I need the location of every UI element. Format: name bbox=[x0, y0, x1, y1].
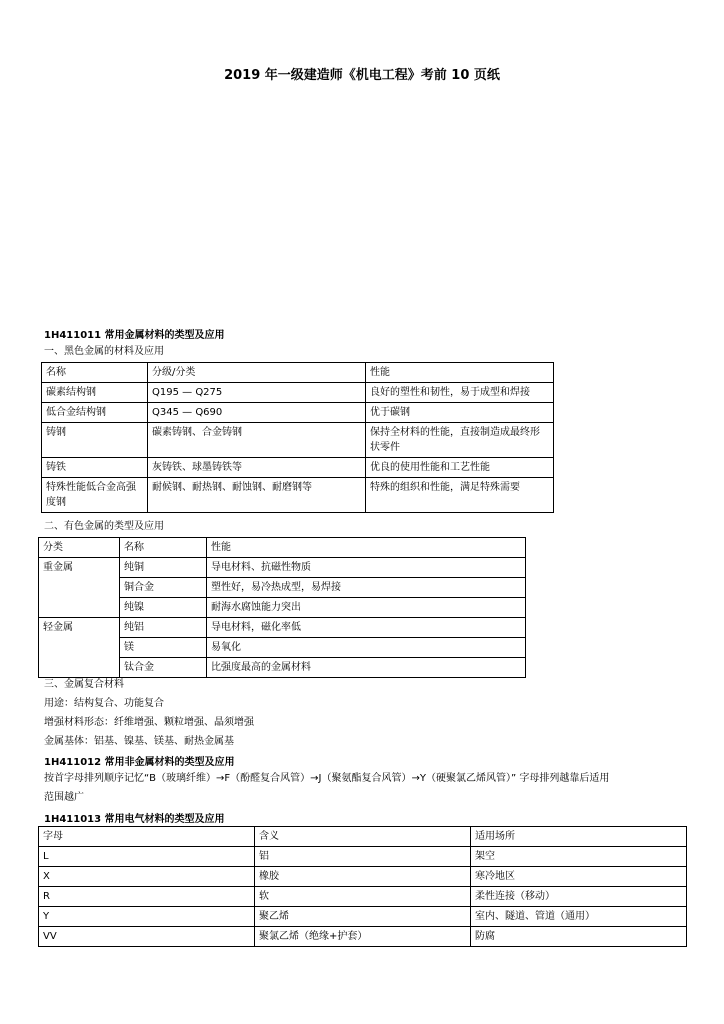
table-cell: 比强度最高的金属材料 bbox=[207, 658, 526, 678]
table-cell: 聚乙烯 bbox=[255, 907, 471, 927]
electrical-materials-table bbox=[38, 826, 687, 947]
table-cell: 柔性连接（移动） bbox=[471, 887, 687, 907]
table-cell: Q195 — Q275 bbox=[148, 383, 366, 403]
section-heading-electrical: 1H411013 常用电气材料的类型及应用 bbox=[44, 814, 225, 825]
table-cell: 良好的塑性和韧性，易于成型和焊接 bbox=[366, 383, 554, 403]
table-row bbox=[39, 558, 526, 578]
table-cell: 寒冷地区 bbox=[471, 867, 687, 887]
table-cell: X bbox=[39, 867, 255, 887]
table-header-row bbox=[39, 827, 687, 847]
table-row bbox=[42, 423, 554, 458]
composite-reinforcement: 增强材料形态：纤维增强、颗粒增强、晶须增强 bbox=[44, 717, 254, 728]
table-cell: 纯铜 bbox=[120, 558, 207, 578]
subheading-ferrous: 一、黑色金属的材料及应用 bbox=[44, 346, 164, 357]
table-cell: 易氧化 bbox=[207, 638, 526, 658]
composite-matrix: 金属基体：铝基、镍基、镁基、耐热金属基 bbox=[44, 736, 234, 747]
header-cell: 分类 bbox=[39, 538, 120, 558]
table-header-row bbox=[42, 363, 554, 383]
table-cell: 室内、隧道、管道（通用） bbox=[471, 907, 687, 927]
header-cell: 适用场所 bbox=[471, 827, 687, 847]
table-cell: 导电材料、抗磁性物质 bbox=[207, 558, 526, 578]
header-cell: 含义 bbox=[255, 827, 471, 847]
table-cell: 聚氯乙烯（绝缘+护套） bbox=[255, 927, 471, 947]
table-cell: L bbox=[39, 847, 255, 867]
table-cell: 钛合金 bbox=[120, 658, 207, 678]
table-cell: 铸钢 bbox=[42, 423, 148, 458]
group-cell-heavy: 重金属 bbox=[39, 558, 120, 618]
nonmetal-mnemonic: 按首字母排列顺序记忆“B（玻璃纤维）→F（酚醛复合风管）→J（聚氨酯复合风管）→Y（硬聚氯乙烯风管）” 字母排列越靠后适用 bbox=[44, 773, 610, 784]
table-cell: 特殊性能低合金高强度钢 bbox=[42, 478, 148, 513]
table-row bbox=[42, 403, 554, 423]
table-row bbox=[39, 867, 687, 887]
table-row bbox=[42, 478, 554, 513]
table-cell: 镁 bbox=[120, 638, 207, 658]
table-cell: 特殊的组织和性能，满足特殊需要 bbox=[366, 478, 554, 513]
composite-usage: 用途：结构复合、功能复合 bbox=[44, 698, 164, 709]
table-cell: 橡胶 bbox=[255, 867, 471, 887]
table-cell: 铜合金 bbox=[120, 578, 207, 598]
table-cell: 架空 bbox=[471, 847, 687, 867]
table-row bbox=[42, 383, 554, 403]
table-cell: 耐候钢、耐热钢、耐蚀钢、耐磨钢等 bbox=[148, 478, 366, 513]
table-cell: 优良的使用性能和工艺性能 bbox=[366, 458, 554, 478]
table-row bbox=[42, 458, 554, 478]
table-row bbox=[39, 927, 687, 947]
table-cell: 纯镍 bbox=[120, 598, 207, 618]
table-cell: Q345 — Q690 bbox=[148, 403, 366, 423]
table-cell: 碳素铸钢、合金铸钢 bbox=[148, 423, 366, 458]
nonferrous-metals-table bbox=[38, 537, 526, 678]
table-header-row bbox=[39, 538, 526, 558]
table-row bbox=[39, 887, 687, 907]
ferrous-metals-table bbox=[41, 362, 554, 513]
section-heading-metals: 1H411011 常用金属材料的类型及应用 bbox=[44, 330, 225, 341]
table-cell: 塑性好，易冷热成型，易焊接 bbox=[207, 578, 526, 598]
subheading-nonferrous: 二、有色金属的类型及应用 bbox=[44, 521, 164, 532]
table-cell: 碳素结构钢 bbox=[42, 383, 148, 403]
header-cell: 名称 bbox=[120, 538, 207, 558]
header-cell: 名称 bbox=[42, 363, 148, 383]
table-cell: Y bbox=[39, 907, 255, 927]
table-cell: 导电材料，磁化率低 bbox=[207, 618, 526, 638]
table-cell: 灰铸铁、球墨铸铁等 bbox=[148, 458, 366, 478]
table-cell: 优于碳钢 bbox=[366, 403, 554, 423]
subheading-composite: 三、金属复合材料 bbox=[44, 679, 124, 690]
table-cell: 纯铝 bbox=[120, 618, 207, 638]
group-cell-light: 轻金属 bbox=[39, 618, 120, 678]
table-cell: 低合金结构钢 bbox=[42, 403, 148, 423]
table-cell: 防腐 bbox=[471, 927, 687, 947]
page-title: 2019 年一级建造师《机电工程》考前 10 页纸 bbox=[224, 68, 500, 83]
table-cell: VV bbox=[39, 927, 255, 947]
table-row bbox=[39, 847, 687, 867]
table-cell: R bbox=[39, 887, 255, 907]
header-cell: 分级/分类 bbox=[148, 363, 366, 383]
table-cell: 铝 bbox=[255, 847, 471, 867]
nonmetal-mnemonic-cont: 范围越广 bbox=[44, 792, 84, 803]
header-cell: 性能 bbox=[207, 538, 526, 558]
table-row bbox=[39, 907, 687, 927]
section-heading-nonmetals: 1H411012 常用非金属材料的类型及应用 bbox=[44, 757, 235, 768]
header-cell: 性能 bbox=[366, 363, 554, 383]
table-row bbox=[39, 618, 526, 638]
header-cell: 字母 bbox=[39, 827, 255, 847]
table-cell: 软 bbox=[255, 887, 471, 907]
table-cell: 铸铁 bbox=[42, 458, 148, 478]
table-cell: 保持全材料的性能，直接制造成最终形状零件 bbox=[366, 423, 554, 458]
table-cell: 耐海水腐蚀能力突出 bbox=[207, 598, 526, 618]
